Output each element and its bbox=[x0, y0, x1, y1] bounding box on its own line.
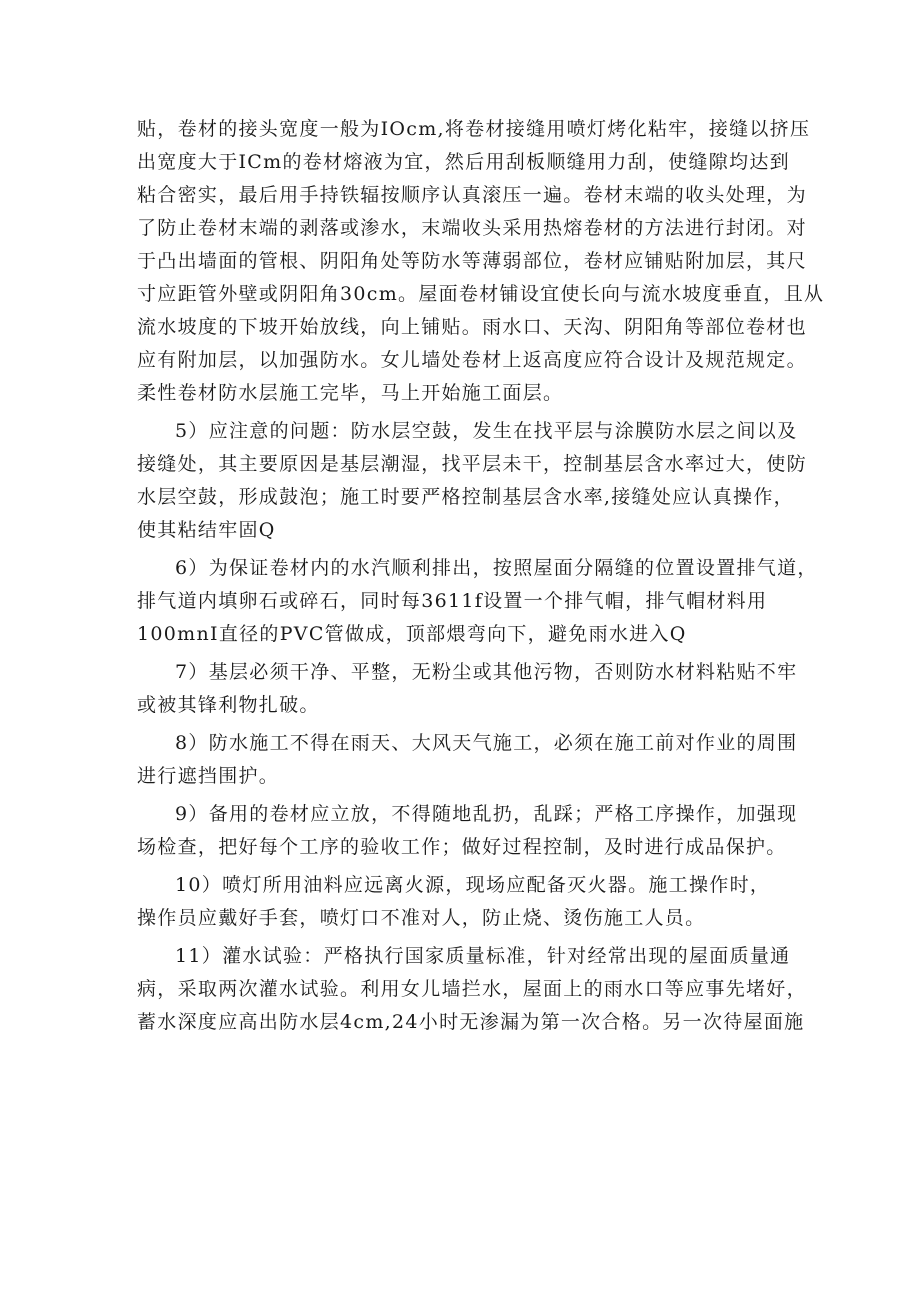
document-body bbox=[137, 113, 825, 1044]
paragraph-item-11 bbox=[137, 940, 807, 1039]
text-line: 蓄水深度应高出防水层4cm,24小时无渗漏为第一次合格。另一次待屋面施 bbox=[137, 1011, 805, 1033]
text-line: 出宽度大于ICm的卷材熔液为宜，然后用刮板顺缝用力刮，使缝隙均达到 bbox=[137, 151, 790, 173]
text-line: 柔性卷材防水层施工完毕，马上开始施工面层。 bbox=[137, 382, 564, 404]
text-line: 进行遮挡围护。 bbox=[137, 765, 280, 787]
text-line: 或被其锋利物扎破。 bbox=[137, 694, 320, 716]
text-line: 寸应距管外壁或阴阳角30cm。屋面卷材铺设宜使长向与流水坡度垂直，且从 bbox=[137, 283, 825, 305]
text-line: 使其粘结牢固Q bbox=[137, 519, 276, 541]
text-line: 水层空鼓，形成鼓泡；施工时要严格控制基层含水率,接缝处应认真操作， bbox=[137, 486, 794, 508]
text-line: 场检查，把好每个工序的验收工作；做好过程控制，及时进行成品保护。 bbox=[137, 836, 787, 858]
paragraph-item-7 bbox=[137, 656, 797, 722]
text-line: 8）防水施工不得在雨天、大风天气施工，必须在施工前对作业的周围 bbox=[175, 732, 798, 754]
paragraph-item-5 bbox=[137, 415, 807, 547]
text-line: 100mnI直径的PVC管做成，顶部煨弯向下，避免雨水进入Q bbox=[137, 623, 687, 645]
paragraph-item-10 bbox=[137, 869, 797, 935]
text-line: 操作员应戴好手套，喷灯口不准对人，防止烧、烫伤施工人员。 bbox=[137, 907, 706, 929]
text-line: 9）备用的卷材应立放，不得随地乱扔，乱踩；严格工序操作，加强现 bbox=[175, 803, 798, 825]
text-line: 了防止卷材末端的剥落或渗水，末端收头采用热熔卷材的方法进行封闭。对 bbox=[137, 217, 807, 239]
text-line: 粘合密实，最后用手持铁辐按顺序认真滚压一遍。卷材末端的收头处理，为 bbox=[137, 184, 807, 206]
text-line: 病，采取两次灌水试验。利用女儿墙拦水，屋面上的雨水口等应事先堵好， bbox=[137, 978, 807, 1000]
paragraph-item-6 bbox=[137, 552, 818, 651]
paragraph-membrane-joints bbox=[137, 113, 825, 410]
text-line: 11）灌水试验：严格执行国家质量标准，针对经常出现的屋面质量通 bbox=[175, 945, 791, 967]
text-line: 接缝处，其主要原因是基层潮湿，找平层未干，控制基层含水率过大，使防 bbox=[137, 453, 807, 475]
text-line: 排气道内填卵石或碎石，同时每3611f设置一个排气帽，排气帽材料用 bbox=[137, 590, 768, 612]
paragraph-item-8 bbox=[137, 727, 797, 793]
text-line: 10）喷灯所用油料应远离火源，现场应配备灭火器。施工操作时， bbox=[175, 874, 771, 896]
text-line: 流水坡度的下坡开始放线，向上铺贴。雨水口、天沟、阴阳角等部位卷材也 bbox=[137, 316, 807, 338]
paragraph-item-9 bbox=[137, 798, 797, 864]
text-line: 5）应注意的问题：防水层空鼓，发生在找平层与涂膜防水层之间以及 bbox=[175, 420, 798, 442]
text-line: 6）为保证卷材内的水汽顺利排出，按照屋面分隔缝的位置设置排气道， bbox=[175, 557, 818, 579]
text-line: 于凸出墙面的管根、阴阳角处等防水等薄弱部位，卷材应铺贴附加层，其尺 bbox=[137, 250, 807, 272]
text-line: 贴，卷材的接头宽度一般为IOcm,将卷材接缝用喷灯烤化粘牢，接缝以挤压 bbox=[137, 118, 811, 140]
text-line: 应有附加层，以加强防水。女儿墙处卷材上返高度应符合设计及规范规定。 bbox=[137, 349, 807, 371]
text-line: 7）基层必须干净、平整，无粉尘或其他污物，否则防水材料粘贴不牢 bbox=[175, 661, 798, 683]
